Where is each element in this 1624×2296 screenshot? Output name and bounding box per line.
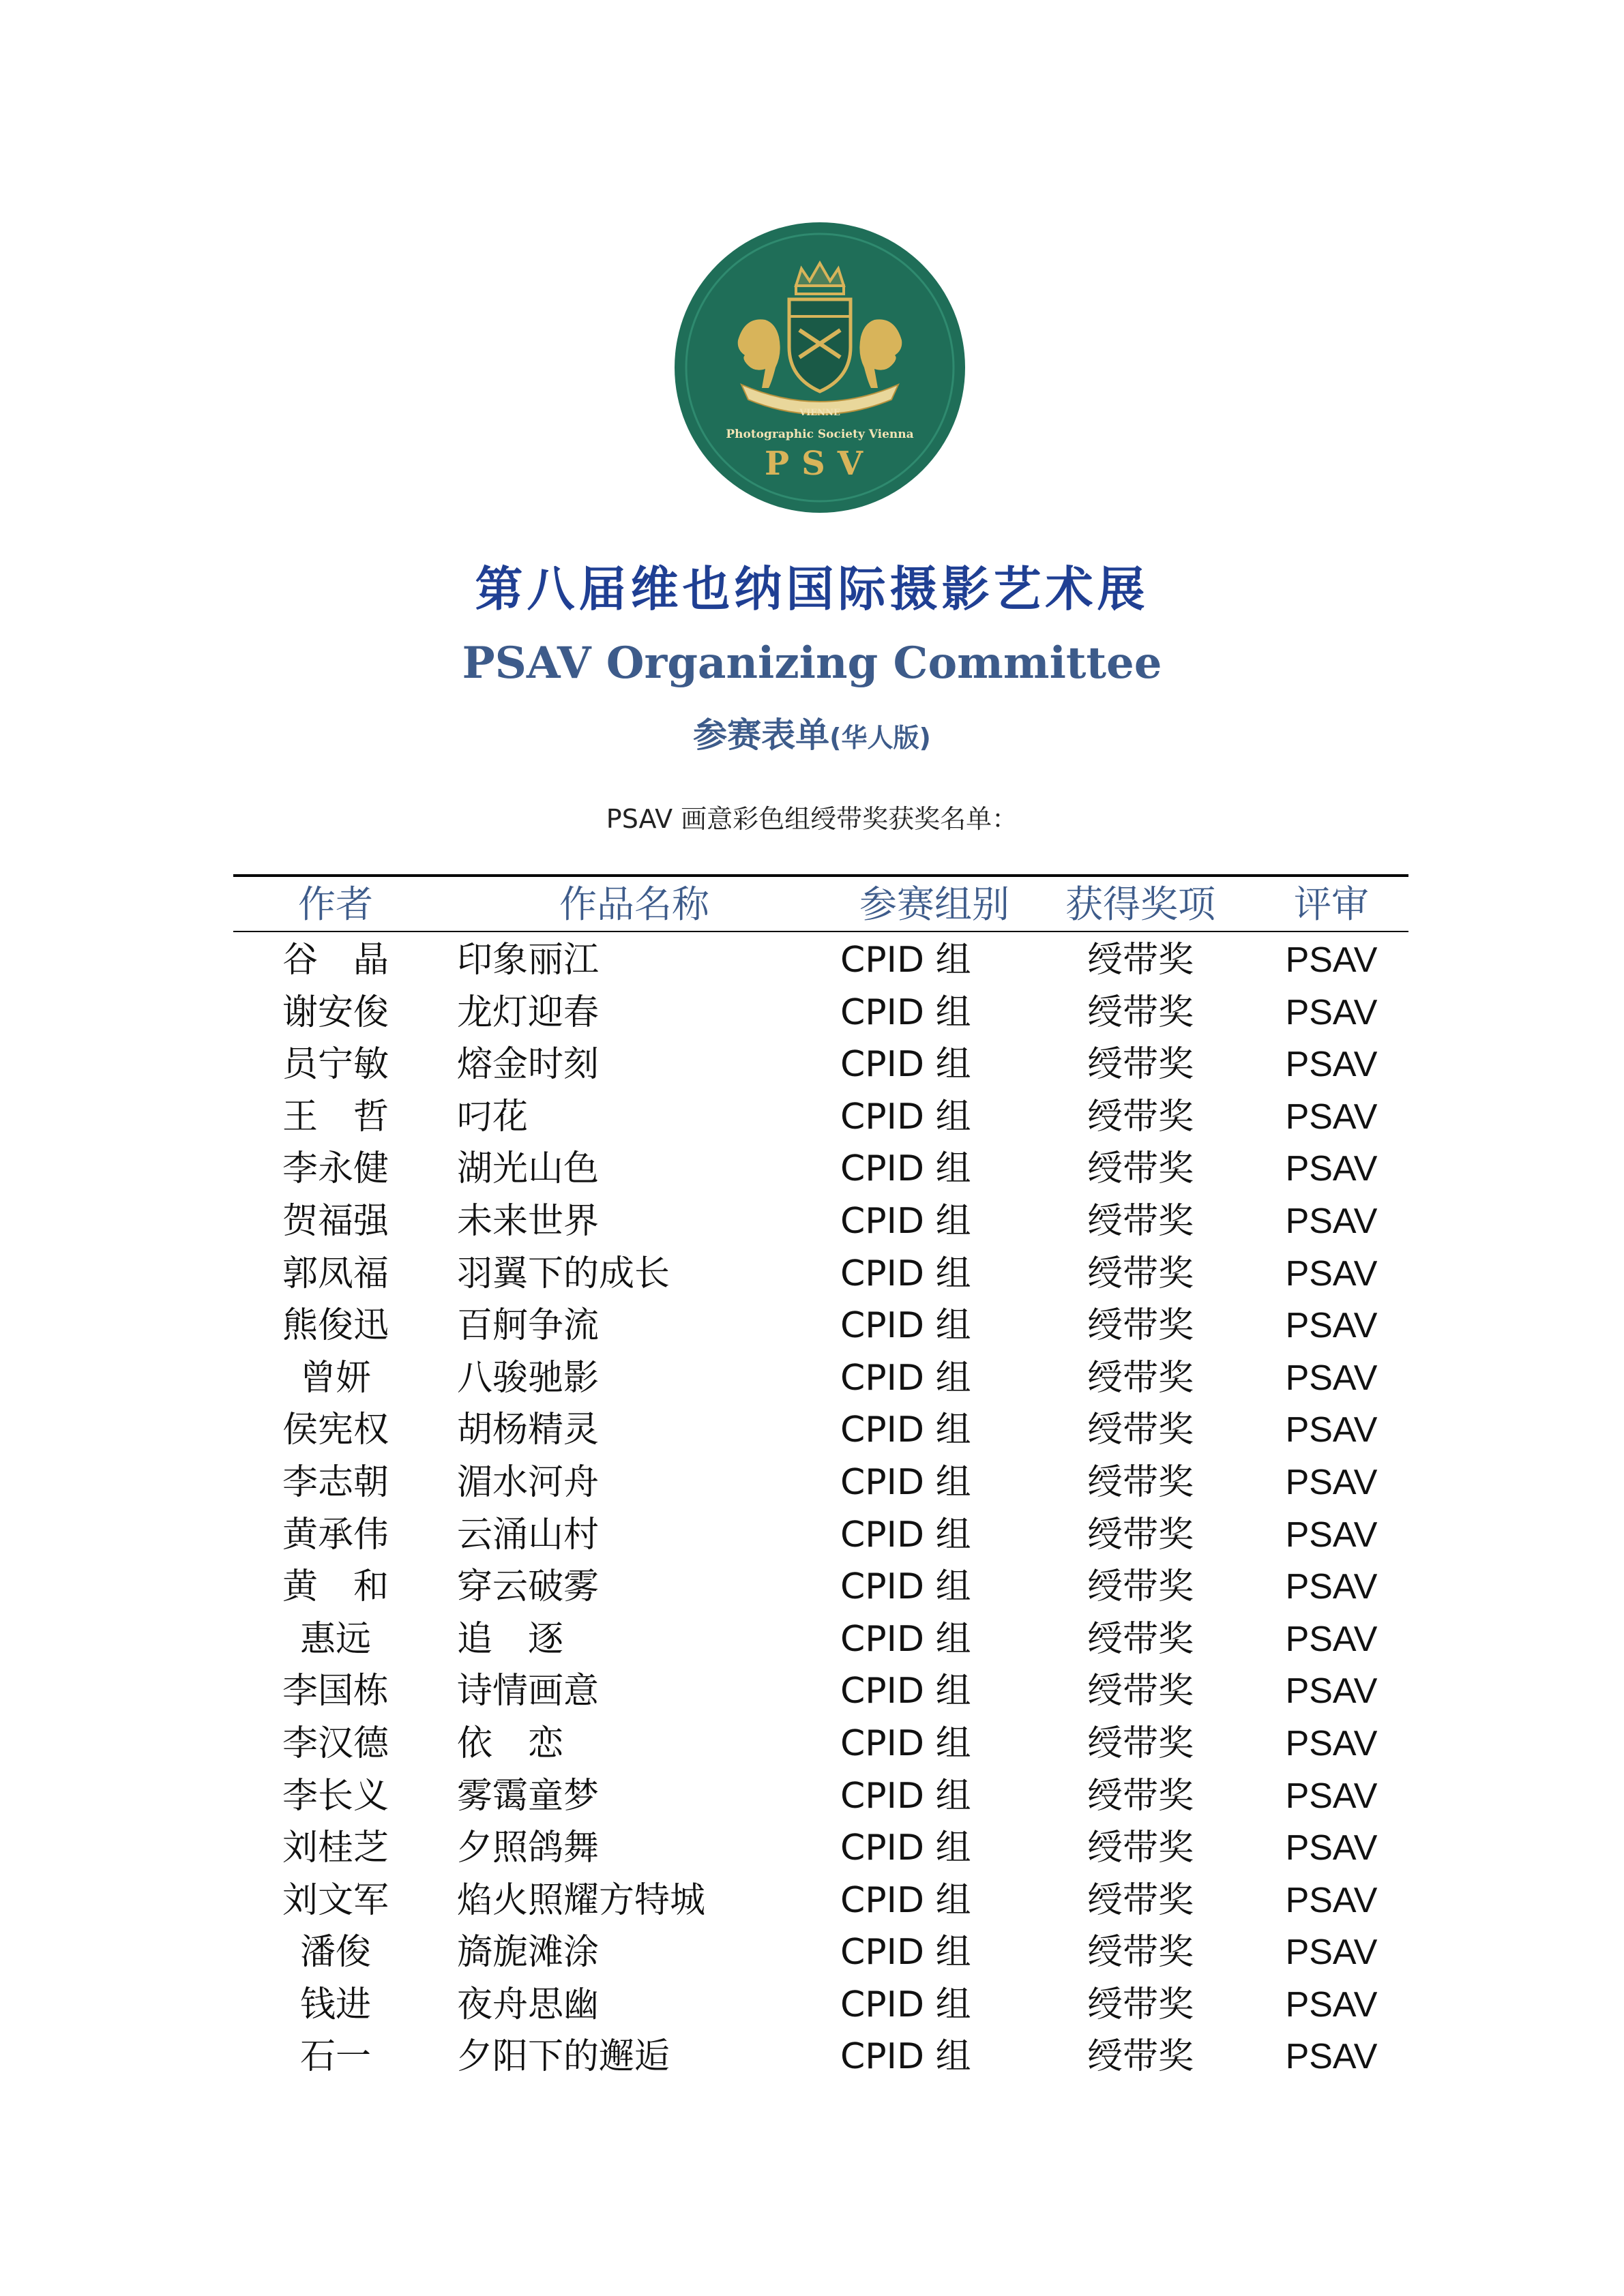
table-row bbox=[233, 1770, 1408, 1823]
group-cell: CPID 组 bbox=[840, 1618, 971, 1660]
author-cell: 潘俊 bbox=[299, 1932, 371, 1973]
award-cell: 绶带奖 bbox=[1087, 1200, 1194, 1242]
award-cell: 绶带奖 bbox=[1087, 2036, 1194, 2078]
judge-cell: PSAV bbox=[1285, 992, 1378, 1032]
author-cell: 石一 bbox=[299, 2036, 371, 2078]
award-cell: 绶带奖 bbox=[1087, 1514, 1194, 1555]
subtitle-main: 参赛表单 bbox=[693, 715, 830, 755]
work-title-cell: 湖光山色 bbox=[457, 1148, 600, 1190]
award-cell: 绶带奖 bbox=[1087, 1253, 1194, 1294]
group-cell: CPID 组 bbox=[840, 940, 971, 981]
award-cell: 绶带奖 bbox=[1087, 1828, 1194, 1869]
group-cell: CPID 组 bbox=[840, 1775, 971, 1817]
logo-banner: VIENNE bbox=[799, 408, 840, 418]
table-row bbox=[233, 1195, 1408, 1248]
work-title-cell: 诗情画意 bbox=[457, 1671, 600, 1712]
list-heading: PSAV 画意彩色组绶带奖获奖名单： bbox=[606, 804, 1018, 834]
author-cell: 惠远 bbox=[299, 1618, 371, 1660]
award-cell: 绶带奖 bbox=[1087, 1148, 1194, 1190]
judge-cell: PSAV bbox=[1285, 1253, 1378, 1294]
group-cell: CPID 组 bbox=[840, 1932, 971, 1973]
group-cell: CPID 组 bbox=[840, 1253, 971, 1294]
table-row bbox=[233, 1039, 1408, 1091]
table-row bbox=[233, 1352, 1408, 1405]
work-title-cell: 雾霭童梦 bbox=[457, 1775, 600, 1817]
judge-cell: PSAV bbox=[1285, 1567, 1378, 1607]
group-cell: CPID 组 bbox=[840, 1879, 971, 1921]
table-row bbox=[233, 1613, 1408, 1666]
award-cell: 绶带奖 bbox=[1087, 1723, 1194, 1764]
work-title-cell: 熔金时刻 bbox=[457, 1044, 600, 1086]
group-cell: CPID 组 bbox=[840, 1200, 971, 1242]
group-cell: CPID 组 bbox=[840, 1357, 971, 1399]
work-title-cell: 印象丽江 bbox=[457, 940, 600, 981]
author-cell: 李国栋 bbox=[282, 1671, 389, 1712]
group-cell: CPID 组 bbox=[840, 1148, 971, 1190]
author-cell: 贺福强 bbox=[282, 1200, 389, 1242]
work-title-cell: 夕阳下的邂逅 bbox=[457, 2036, 670, 2078]
judge-cell: PSAV bbox=[1285, 1671, 1378, 1712]
header-author: 作者 bbox=[297, 882, 373, 926]
work-title-cell: 旖旎滩涂 bbox=[457, 1932, 600, 1973]
table-row bbox=[233, 934, 1408, 987]
group-cell: CPID 组 bbox=[840, 1410, 971, 1451]
table-row bbox=[233, 1561, 1408, 1613]
award-cell: 绶带奖 bbox=[1087, 1932, 1194, 1973]
award-cell: 绶带奖 bbox=[1087, 1305, 1194, 1347]
form-subtitle bbox=[0, 708, 1624, 757]
award-cell: 绶带奖 bbox=[1087, 1566, 1194, 1608]
work-title-cell: 穿云破雾 bbox=[457, 1566, 600, 1608]
table-row bbox=[233, 1404, 1408, 1457]
award-cell: 绶带奖 bbox=[1087, 1461, 1194, 1503]
author-cell: 李志朝 bbox=[282, 1461, 389, 1503]
work-title-cell: 百舸争流 bbox=[457, 1305, 600, 1347]
logo-initials: PSV bbox=[765, 445, 875, 483]
judge-cell: PSAV bbox=[1285, 1933, 1378, 1973]
award-cell: 绶带奖 bbox=[1087, 1879, 1194, 1921]
work-title-cell: 夜舟思幽 bbox=[457, 1984, 600, 2025]
judge-cell: PSAV bbox=[1285, 1045, 1378, 1085]
judge-cell: PSAV bbox=[1285, 1410, 1378, 1450]
table-top-rule bbox=[233, 874, 1408, 877]
award-cell: 绶带奖 bbox=[1087, 992, 1194, 1033]
group-cell: CPID 组 bbox=[840, 1723, 971, 1764]
work-title-cell: 湄水河舟 bbox=[457, 1461, 600, 1503]
author-cell: 刘文军 bbox=[282, 1879, 389, 1921]
crest-logo-icon bbox=[673, 221, 966, 514]
group-cell: CPID 组 bbox=[840, 1984, 971, 2025]
judge-cell: PSAV bbox=[1285, 1723, 1378, 1763]
author-cell: 侯宪权 bbox=[282, 1410, 389, 1451]
table-row bbox=[233, 1718, 1408, 1770]
work-title-cell: 夕照鸽舞 bbox=[457, 1828, 600, 1869]
table-row bbox=[233, 1248, 1408, 1300]
header-award: 获得奖项 bbox=[1065, 882, 1215, 926]
table-row bbox=[233, 1457, 1408, 1509]
work-title-cell: 未来世界 bbox=[457, 1200, 600, 1242]
organizer-title: PSAV Organizing Committee bbox=[462, 638, 1162, 689]
group-cell: CPID 组 bbox=[840, 1671, 971, 1712]
judge-cell: PSAV bbox=[1285, 1776, 1378, 1816]
table-row bbox=[233, 1926, 1408, 1979]
work-title-cell: 追 逐 bbox=[457, 1618, 564, 1660]
group-cell: CPID 组 bbox=[840, 1514, 971, 1555]
author-cell: 黄承伟 bbox=[282, 1514, 389, 1555]
group-cell: CPID 组 bbox=[840, 992, 971, 1033]
award-cell: 绶带奖 bbox=[1087, 1984, 1194, 2025]
table-row bbox=[233, 1509, 1408, 1562]
work-title-cell: 胡杨精灵 bbox=[457, 1410, 600, 1451]
judge-cell: PSAV bbox=[1285, 1201, 1378, 1241]
table-header-rule bbox=[233, 931, 1408, 932]
award-cell: 绶带奖 bbox=[1087, 940, 1194, 981]
award-cell: 绶带奖 bbox=[1087, 1044, 1194, 1086]
award-cell: 绶带奖 bbox=[1087, 1671, 1194, 1712]
author-cell: 曾妍 bbox=[299, 1357, 371, 1399]
judge-cell: PSAV bbox=[1285, 1619, 1378, 1659]
author-cell: 李永健 bbox=[282, 1148, 389, 1190]
table-row bbox=[233, 2031, 1408, 2083]
author-cell: 黄 和 bbox=[282, 1566, 389, 1608]
work-title-cell: 八骏驰影 bbox=[457, 1357, 600, 1399]
author-cell: 钱进 bbox=[299, 1984, 371, 2025]
logo-society: Photographic Society Vienna bbox=[726, 428, 914, 441]
group-cell: CPID 组 bbox=[840, 2036, 971, 2078]
award-cell: 绶带奖 bbox=[1087, 1357, 1194, 1399]
group-cell: CPID 组 bbox=[840, 1044, 971, 1086]
header-group: 参赛组别 bbox=[859, 882, 1009, 926]
group-cell: CPID 组 bbox=[840, 1305, 971, 1347]
winners-table-body bbox=[233, 934, 1408, 2083]
work-title-cell: 依 恋 bbox=[457, 1723, 564, 1764]
group-cell: CPID 组 bbox=[840, 1566, 971, 1608]
table-row bbox=[233, 1822, 1408, 1875]
award-cell: 绶带奖 bbox=[1087, 1410, 1194, 1451]
author-cell: 谢安俊 bbox=[282, 992, 389, 1033]
work-title-cell: 羽翼下的成长 bbox=[457, 1253, 670, 1294]
judge-cell: PSAV bbox=[1285, 1149, 1378, 1189]
judge-cell: PSAV bbox=[1285, 1880, 1378, 1920]
work-title-cell: 云涌山村 bbox=[457, 1514, 600, 1555]
page-title: 第八届维也纳国际摄影艺术展 bbox=[475, 561, 1149, 617]
judge-cell: PSAV bbox=[1285, 2037, 1378, 2077]
subtitle-edition: (华人版) bbox=[829, 723, 931, 753]
table-row bbox=[233, 1665, 1408, 1718]
award-cell: 绶带奖 bbox=[1087, 1096, 1194, 1137]
table-row bbox=[233, 1979, 1408, 2031]
judge-cell: PSAV bbox=[1285, 1358, 1378, 1398]
table-row bbox=[233, 1875, 1408, 1927]
author-cell: 王 哲 bbox=[282, 1096, 389, 1137]
author-cell: 李汉德 bbox=[282, 1723, 389, 1764]
judge-cell: PSAV bbox=[1285, 1828, 1378, 1868]
table-row bbox=[233, 987, 1408, 1039]
work-title-cell: 叼花 bbox=[457, 1096, 529, 1137]
author-cell: 熊俊迅 bbox=[282, 1305, 389, 1347]
table-row bbox=[233, 1143, 1408, 1195]
group-cell: CPID 组 bbox=[840, 1096, 971, 1137]
author-cell: 员宁敏 bbox=[282, 1044, 389, 1086]
shield-icon bbox=[789, 299, 851, 391]
award-cell: 绶带奖 bbox=[1087, 1775, 1194, 1817]
award-cell: 绶带奖 bbox=[1087, 1618, 1194, 1660]
table-row bbox=[233, 1300, 1408, 1352]
work-title-cell: 龙灯迎春 bbox=[457, 992, 600, 1033]
judge-cell: PSAV bbox=[1285, 940, 1378, 980]
author-cell: 李长义 bbox=[282, 1775, 389, 1817]
author-cell: 郭凤福 bbox=[282, 1253, 389, 1294]
header-work: 作品名称 bbox=[559, 882, 710, 926]
judge-cell: PSAV bbox=[1285, 1306, 1378, 1346]
table-row bbox=[233, 1091, 1408, 1144]
judge-cell: PSAV bbox=[1285, 1462, 1378, 1502]
author-cell: 刘桂芝 bbox=[282, 1828, 389, 1869]
judge-cell: PSAV bbox=[1285, 1515, 1378, 1555]
judge-cell: PSAV bbox=[1285, 1984, 1378, 2025]
judge-cell: PSAV bbox=[1285, 1097, 1378, 1137]
group-cell: CPID 组 bbox=[840, 1461, 971, 1503]
author-cell: 谷 晶 bbox=[282, 940, 389, 981]
group-cell: CPID 组 bbox=[840, 1828, 971, 1869]
header-judge: 评审 bbox=[1293, 882, 1369, 926]
work-title-cell: 焰火照耀方特城 bbox=[457, 1879, 706, 1921]
